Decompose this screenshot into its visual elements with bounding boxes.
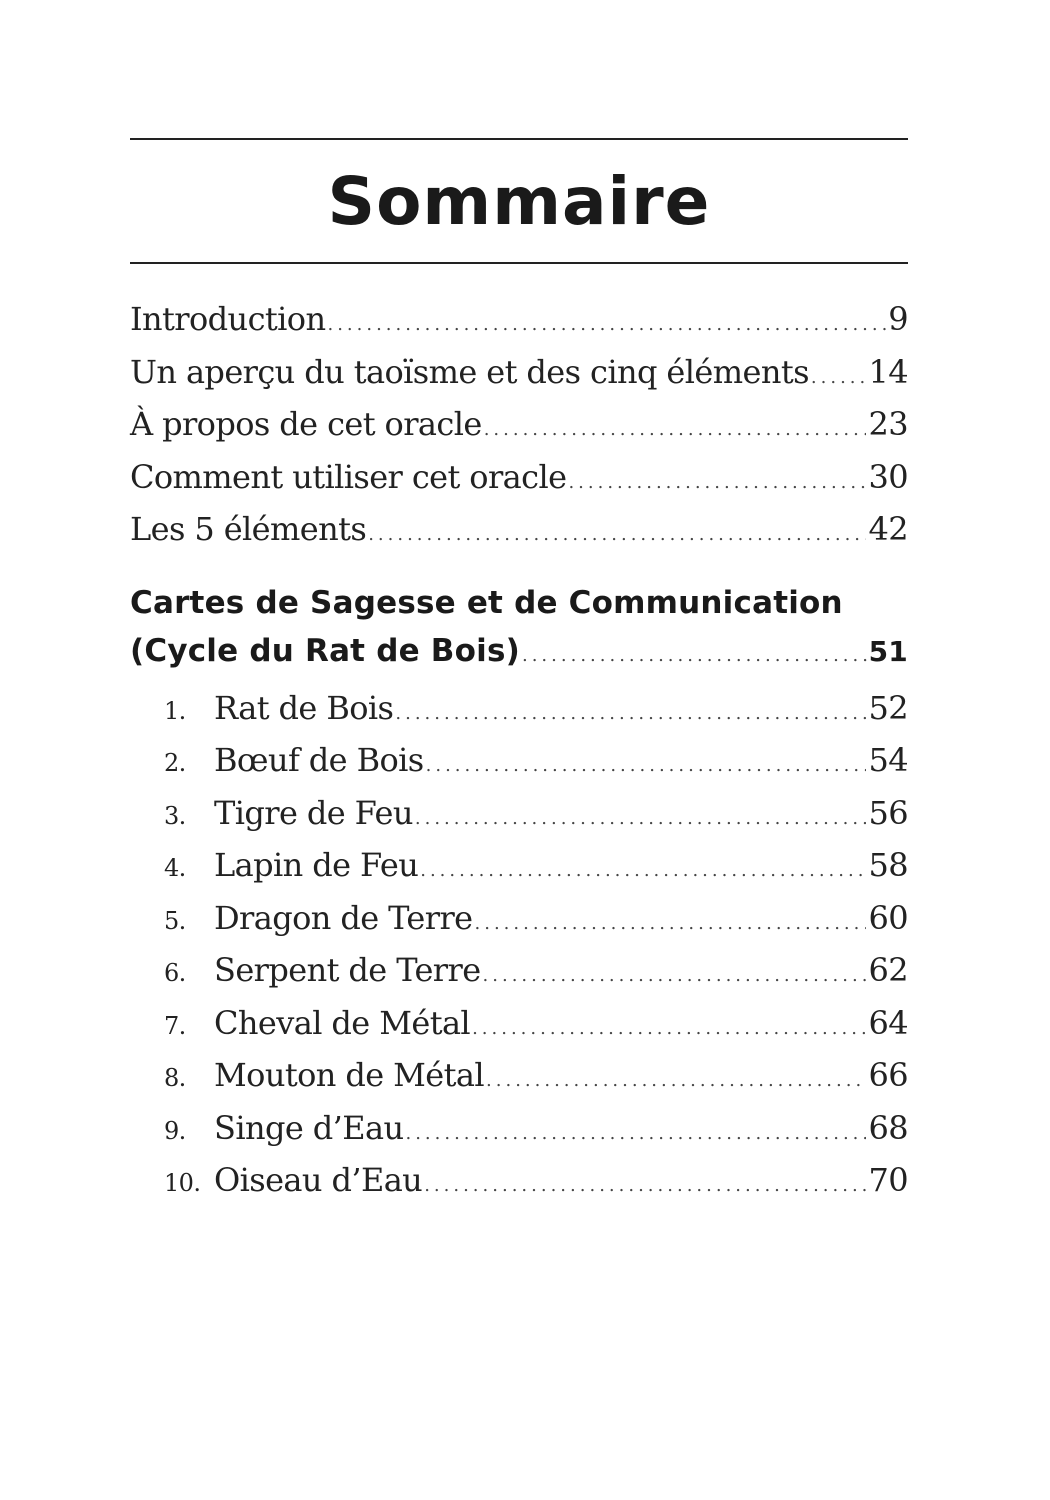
- card-label: Dragon de Terre: [214, 898, 473, 937]
- card-entry[interactable]: [130, 1004, 908, 1057]
- dot-leader: [475, 913, 867, 934]
- dot-leader: [415, 808, 867, 829]
- page-title: Sommaire: [327, 163, 711, 240]
- card-label: Rat de Bois: [214, 688, 394, 727]
- toc-entry[interactable]: [130, 458, 908, 511]
- card-page: 70: [868, 1161, 908, 1199]
- card-label: Cheval de Métal: [214, 1003, 471, 1042]
- card-label: Serpent de Terre: [214, 951, 481, 989]
- toc-entry-label: Introduction: [130, 300, 326, 338]
- dot-leader: [568, 472, 866, 493]
- dot-leader: [395, 703, 866, 724]
- dot-leader: [486, 1070, 866, 1091]
- section-page: 51: [868, 634, 908, 668]
- toc-entry-page: 23: [868, 405, 908, 443]
- card-number: 8.: [164, 1064, 186, 1092]
- top-rule: [130, 138, 908, 140]
- card-label: Singe d’Eau: [214, 1108, 404, 1147]
- toc-entry-page: 9: [888, 300, 908, 338]
- dot-leader: [483, 965, 867, 986]
- toc-entry[interactable]: [130, 300, 908, 353]
- card-number: 4.: [164, 854, 186, 882]
- dot-leader: [405, 1123, 866, 1144]
- dot-leader: [426, 755, 867, 776]
- card-number: 2.: [164, 749, 186, 777]
- card-page: 58: [868, 846, 908, 884]
- card-page: 64: [868, 1003, 908, 1042]
- dot-leader: [484, 419, 867, 440]
- dot-leader: [420, 860, 866, 881]
- card-label: Lapin de Feu: [214, 846, 419, 884]
- section-title-line2-row: [130, 627, 908, 675]
- card-page: 56: [868, 793, 908, 832]
- card-entry[interactable]: [130, 1109, 908, 1162]
- toc-entry-page: 14: [868, 352, 908, 391]
- card-number: 7.: [164, 1011, 186, 1040]
- toc-entry-page: 42: [868, 510, 908, 548]
- toc-entry[interactable]: [130, 353, 908, 406]
- card-page: 54: [868, 741, 908, 779]
- dot-leader: [811, 367, 867, 388]
- card-entry[interactable]: [130, 794, 908, 847]
- card-entry[interactable]: [130, 846, 908, 899]
- card-number: 10.: [164, 1169, 201, 1197]
- card-label: Mouton de Métal: [214, 1056, 485, 1094]
- section-title-line2: (Cycle du Rat de Bois): [130, 632, 520, 669]
- bottom-rule: [130, 262, 908, 264]
- toc-entry[interactable]: [130, 510, 908, 563]
- card-number: 6.: [164, 959, 186, 987]
- card-entry[interactable]: [130, 899, 908, 952]
- card-entry[interactable]: [130, 1161, 908, 1214]
- card-entry[interactable]: [130, 689, 908, 742]
- toc-entry-label: Comment utiliser cet oracle: [130, 457, 567, 496]
- dot-leader: [327, 314, 886, 335]
- toc-entry-label: Un aperçu du taoïsme et des cinq éléments: [130, 352, 809, 391]
- toc-list: [130, 300, 908, 1214]
- toc-entry-label: Les 5 éléments: [130, 510, 367, 548]
- dot-leader: [368, 524, 866, 545]
- toc-section-heading[interactable]: [130, 579, 908, 675]
- card-entry[interactable]: [130, 741, 908, 794]
- card-page: 60: [868, 898, 908, 937]
- table-of-contents-page: [130, 0, 908, 1500]
- dot-leader: [424, 1175, 866, 1196]
- toc-entry[interactable]: [130, 405, 908, 458]
- card-label: Oiseau d’Eau: [214, 1161, 423, 1199]
- card-page: 66: [868, 1056, 908, 1094]
- card-number: 1.: [164, 696, 186, 725]
- section-title-line1: Cartes de Sagesse et de Communication: [130, 584, 843, 621]
- card-entry[interactable]: [130, 951, 908, 1004]
- dot-leader: [522, 632, 867, 680]
- card-number: 3.: [164, 801, 186, 830]
- card-page: 68: [868, 1108, 908, 1147]
- toc-entry-page: 30: [868, 457, 908, 496]
- card-label: Tigre de Feu: [214, 793, 413, 832]
- toc-entry-label: À propos de cet oracle: [130, 405, 482, 443]
- card-label: Bœuf de Bois: [214, 741, 424, 779]
- card-page: 62: [868, 951, 908, 989]
- dot-leader: [472, 1018, 866, 1039]
- card-page: 52: [868, 688, 908, 727]
- card-number: 9.: [164, 1116, 186, 1145]
- card-entry[interactable]: [130, 1056, 908, 1109]
- card-number: 5.: [164, 906, 186, 935]
